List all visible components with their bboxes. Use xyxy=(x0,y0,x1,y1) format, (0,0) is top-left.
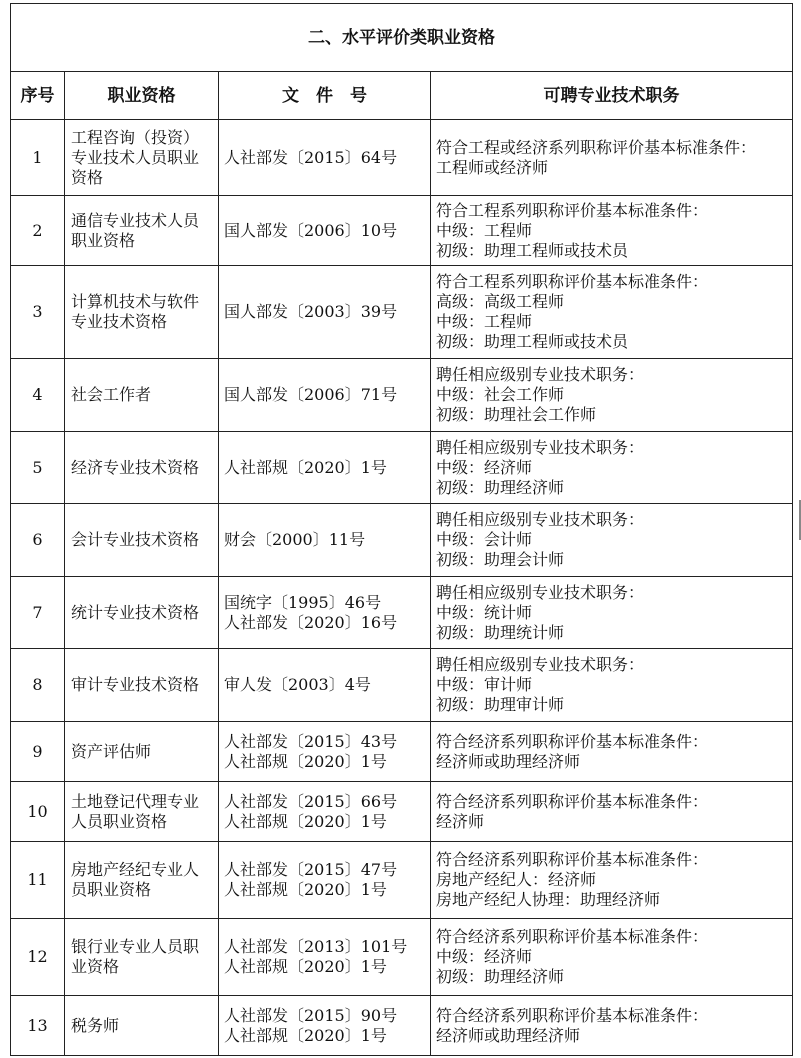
qualification-name xyxy=(65,782,219,842)
eligible-positions xyxy=(431,504,793,577)
qualification-name-line: 银行业专业人员职 xyxy=(71,937,200,956)
eligible-positions-line: 初级：助理经济师 xyxy=(436,967,565,986)
document-number xyxy=(219,120,431,196)
eligible-positions-line: 聘任相应级别专业技术职务： xyxy=(436,365,645,384)
document-number-line: 人社部规〔2020〕1号 xyxy=(224,880,387,899)
eligible-positions-line: 中级：工程师 xyxy=(436,220,533,240)
qualification-name-line: 统计专业技术资格 xyxy=(71,602,200,622)
eligible-positions-line: 高级：高级工程师 xyxy=(436,292,565,311)
section-title: 二、水平评价类职业资格 xyxy=(11,4,793,72)
eligible-positions-line: 经济师或助理经济师 xyxy=(436,1025,581,1045)
title-row xyxy=(11,4,793,72)
eligible-positions-line: 符合工程系列职称评价基本标准条件： xyxy=(436,200,709,220)
eligible-positions xyxy=(431,120,793,196)
qualification-name xyxy=(65,266,219,359)
document-number xyxy=(219,504,431,577)
eligible-positions xyxy=(431,919,793,996)
qualification-name xyxy=(65,649,219,722)
row-number: 7 xyxy=(11,577,65,649)
document-number xyxy=(219,722,431,782)
header-document: 文 件 号 xyxy=(219,72,431,120)
table-row xyxy=(11,842,793,919)
document-number-line: 国人部发〔2003〕39号 xyxy=(224,302,398,321)
row-number: 9 xyxy=(11,722,65,782)
row-number: 1 xyxy=(11,120,65,196)
document-number xyxy=(219,432,431,504)
document-number-line: 国人部发〔2006〕10号 xyxy=(224,220,398,240)
document-number xyxy=(219,996,431,1056)
row-number: 13 xyxy=(11,996,65,1056)
row-number: 11 xyxy=(11,842,65,919)
eligible-positions xyxy=(431,722,793,782)
eligible-positions-line: 初级：助理统计师 xyxy=(436,622,565,642)
eligible-positions-line: 中级：工程师 xyxy=(436,312,533,331)
row-number: 10 xyxy=(11,782,65,842)
eligible-positions-line: 中级：统计师 xyxy=(436,602,533,622)
document-number-line: 人社部发〔2013〕101号 xyxy=(224,937,408,956)
row-number: 5 xyxy=(11,432,65,504)
document-number-line: 人社部发〔2015〕66号 xyxy=(224,791,398,811)
document-number xyxy=(219,782,431,842)
row-number: 4 xyxy=(11,359,65,432)
qualification-name-line: 会计专业技术资格 xyxy=(71,530,200,549)
document-number-line: 人社部发〔2015〕90号 xyxy=(224,1005,398,1025)
qualification-name-line: 税务师 xyxy=(71,1015,120,1035)
eligible-positions-line: 聘任相应级别专业技术职务： xyxy=(436,655,645,674)
qualification-name-line: 职业资格 xyxy=(71,230,136,250)
eligible-positions-line: 经济师或助理经济师 xyxy=(436,751,581,771)
qualification-name xyxy=(65,120,219,196)
document-number-line: 人社部规〔2020〕1号 xyxy=(224,751,387,771)
document-number-line: 人社部发〔2015〕43号 xyxy=(224,731,398,751)
table-row xyxy=(11,577,793,649)
eligible-positions-line: 房地产经纪人：经济师 xyxy=(436,870,597,889)
qualification-name-line: 资产评估师 xyxy=(71,741,152,761)
qualification-name xyxy=(65,432,219,504)
qualification-name-line: 专业技术资格 xyxy=(71,312,168,331)
eligible-positions-line: 初级：助理会计师 xyxy=(436,550,565,569)
qualification-name-line: 土地登记代理专业 xyxy=(71,791,200,811)
eligible-positions-line: 中级：审计师 xyxy=(436,675,533,694)
qualification-name xyxy=(65,722,219,782)
qualification-name-line: 审计专业技术资格 xyxy=(71,675,200,694)
table-row xyxy=(11,996,793,1056)
qualification-name xyxy=(65,996,219,1056)
qualification-name xyxy=(65,196,219,266)
eligible-positions-line: 工程师或经济师 xyxy=(436,157,549,177)
eligible-positions xyxy=(431,782,793,842)
eligible-positions-line: 符合经济系列职称评价基本标准条件： xyxy=(436,1005,709,1025)
eligible-positions-line: 房地产经纪人协理：助理经济师 xyxy=(436,890,661,909)
table-row xyxy=(11,196,793,266)
eligible-positions xyxy=(431,266,793,359)
document-number-line: 国统字〔1995〕46号 xyxy=(224,592,382,612)
eligible-positions-line: 中级：社会工作师 xyxy=(436,385,565,404)
eligible-positions-line: 初级：助理审计师 xyxy=(436,695,565,714)
document-number-line: 人社部规〔2020〕1号 xyxy=(224,457,387,477)
eligible-positions-line: 聘任相应级别专业技术职务： xyxy=(436,437,645,457)
row-number: 8 xyxy=(11,649,65,722)
table-row xyxy=(11,432,793,504)
eligible-positions-line: 经济师 xyxy=(436,811,485,831)
document-number xyxy=(219,359,431,432)
document-number-line: 审人发〔2003〕4号 xyxy=(224,675,371,694)
eligible-positions-line: 符合经济系列职称评价基本标准条件： xyxy=(436,850,709,869)
document-number xyxy=(219,919,431,996)
qualification-name-line: 工程咨询（投资） xyxy=(71,127,200,147)
qualification-name-line: 经济专业技术资格 xyxy=(71,457,200,477)
document-number xyxy=(219,577,431,649)
table-row xyxy=(11,722,793,782)
qualification-name-line: 专业技术人员职业 xyxy=(71,147,200,167)
row-number: 2 xyxy=(11,196,65,266)
qualification-name-line: 通信专业技术人员 xyxy=(71,210,200,230)
document-number-line: 人社部发〔2020〕16号 xyxy=(224,612,398,632)
eligible-positions xyxy=(431,842,793,919)
header-qualification: 职业资格 xyxy=(65,72,219,120)
eligible-positions-line: 初级：助理社会工作师 xyxy=(436,405,597,424)
qualification-name xyxy=(65,504,219,577)
eligible-positions-line: 符合经济系列职称评价基本标准条件： xyxy=(436,791,709,811)
header-row xyxy=(11,72,793,120)
eligible-positions-line: 符合工程或经济系列职称评价基本标准条件： xyxy=(436,137,757,157)
table-row xyxy=(11,649,793,722)
qualification-name-line: 员职业资格 xyxy=(71,880,152,899)
eligible-positions-line: 中级：经济师 xyxy=(436,457,533,477)
document-number-line: 人社部发〔2015〕47号 xyxy=(224,860,398,879)
qualification-name xyxy=(65,577,219,649)
table-row xyxy=(11,120,793,196)
eligible-positions-line: 符合经济系列职称评价基本标准条件： xyxy=(436,927,709,946)
row-number: 12 xyxy=(11,919,65,996)
eligible-positions xyxy=(431,649,793,722)
eligible-positions-line: 初级：助理工程师或技术员 xyxy=(436,240,629,260)
document-number-line: 国人部发〔2006〕71号 xyxy=(224,385,398,404)
eligible-positions-line: 中级：会计师 xyxy=(436,530,533,549)
document-number-line: 人社部规〔2020〕1号 xyxy=(224,1025,387,1045)
eligible-positions-line: 聘任相应级别专业技术职务： xyxy=(436,510,645,529)
document-number-line: 财会〔2000〕11号 xyxy=(224,530,366,549)
document-number xyxy=(219,196,431,266)
eligible-positions-line: 符合工程系列职称评价基本标准条件： xyxy=(436,272,709,291)
qualification-name xyxy=(65,842,219,919)
header-no: 序号 xyxy=(11,72,65,120)
eligible-positions-line: 初级：助理工程师或技术员 xyxy=(436,332,629,351)
qualification-name-line: 社会工作者 xyxy=(71,385,152,404)
table-row xyxy=(11,919,793,996)
document-number-line: 人社部规〔2020〕1号 xyxy=(224,957,387,976)
qualification-name-line: 计算机技术与软件 xyxy=(71,292,200,311)
document-number xyxy=(219,842,431,919)
eligible-positions xyxy=(431,577,793,649)
table-row xyxy=(11,782,793,842)
eligible-positions xyxy=(431,196,793,266)
qualification-name-line: 人员职业资格 xyxy=(71,811,168,831)
eligible-positions-line: 中级：经济师 xyxy=(436,947,533,966)
qualification-table xyxy=(10,3,793,1056)
document-number xyxy=(219,649,431,722)
qualification-name-line: 资格 xyxy=(71,167,104,187)
qualification-name xyxy=(65,919,219,996)
qualification-name-line: 房地产经纪专业人 xyxy=(71,860,200,879)
document-number xyxy=(219,266,431,359)
document-number-line: 人社部发〔2015〕64号 xyxy=(224,147,398,167)
qualification-name-line: 业资格 xyxy=(71,957,120,976)
qualification-name xyxy=(65,359,219,432)
eligible-positions-line: 初级：助理经济师 xyxy=(436,477,565,497)
eligible-positions xyxy=(431,996,793,1056)
eligible-positions xyxy=(431,359,793,432)
table-row xyxy=(11,359,793,432)
header-positions: 可聘专业技术职务 xyxy=(431,72,793,120)
row-number: 6 xyxy=(11,504,65,577)
table-row xyxy=(11,266,793,359)
document-number-line: 人社部规〔2020〕1号 xyxy=(224,811,387,831)
eligible-positions-line: 符合经济系列职称评价基本标准条件： xyxy=(436,731,709,751)
eligible-positions-line: 聘任相应级别专业技术职务： xyxy=(436,582,645,602)
eligible-positions xyxy=(431,432,793,504)
row-number: 3 xyxy=(11,266,65,359)
table-row xyxy=(11,504,793,577)
